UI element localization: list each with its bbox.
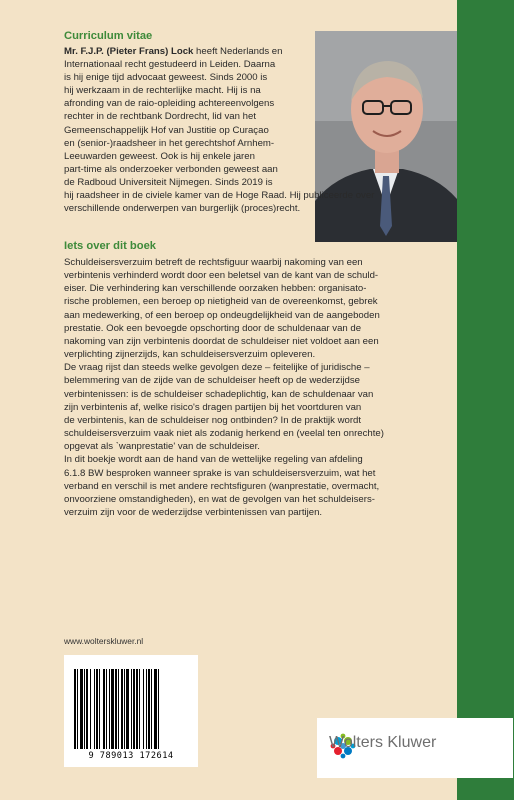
book-line: aan medewerking, of een beroep op ondeugdelijkheid van de aangeboden (64, 309, 380, 321)
book-line: onvoorziene omstandigheden), en wat de gevolgen van het schuldeisers- (64, 493, 375, 505)
cv-line-text: heeft Nederlands en (193, 46, 283, 57)
cv-line: hij werkzaam in de rechterlijke macht. Hij is na (64, 85, 261, 97)
book-heading: Iets over dit boek (64, 240, 157, 252)
book-line: de verbintenis, kan de schuldeiser nog ontbinden? In de praktijk wordt (64, 414, 362, 426)
author-name: Mr. F.J.P. (Pieter Frans) Lock (64, 46, 194, 57)
cv-body (64, 45, 454, 215)
cv-line: rechter in de rechtbank Dordrecht, lid van het (64, 111, 256, 123)
cv-line: en (senior-)raadsheer in het gerechtshof Arnhem- (64, 137, 275, 149)
book-line: verbintenissen: is de schuldeiser schadeplichtig, kan de schuldenaar van (64, 388, 374, 400)
isbn-number: 9 789013 172614 (88, 751, 174, 761)
book-line: rische problemen, een beroep op nietigheid van de overeenkomst, gebrek (64, 296, 378, 308)
cv-section (64, 30, 454, 215)
book-line: opgevat als `wanprestatie' van de schuldeiser. (64, 441, 260, 453)
book-line: verplichting zijnerzijds, kan schuldeisersverzuim opleveren. (64, 349, 316, 361)
cv-heading: Curriculum vitae (64, 30, 153, 42)
book-line: prestatie. Ook een bevoegde opschorting door de schuldenaar van de (64, 322, 362, 334)
cv-line: afronding van de raio-opleiding achtereenvolgens (64, 98, 275, 110)
cv-line: part-time als onderzoeker verbonden geweest aan (64, 163, 278, 175)
book-line: In dit boekje wordt aan de hand van de wettelijke regeling van afdeling (64, 454, 363, 466)
cv-line (64, 45, 454, 58)
book-line: verband en verschil is met andere rechtsfiguren (wanprestatie, overmacht, (64, 480, 380, 492)
book-line: Schuldeisersverzuim betreft de rechtsfiguur waarbij nakoming van een (64, 257, 363, 268)
book-line: verbintenis verhinderd wordt door een beletsel van de kant van de schuld- (64, 270, 379, 282)
barcode-icon (64, 655, 198, 751)
cv-line: Gemeenschappelijk Hof van Justitie op Curaçao (64, 124, 269, 136)
cv-line: Internationaal recht gestudeerd in Leiden. Daarna (64, 59, 276, 71)
book-line: belemmering van de zijde van de schuldeiser heeft op de wederzijdse (64, 375, 360, 387)
book-description (64, 256, 454, 519)
cv-line: Leeuwarden geweest. Ook is hij enkele jaren (64, 150, 255, 162)
book-line: nakoming van zijn verbintenis doordat de schuldeiser niet voldoet aan een (64, 335, 379, 347)
book-line: 6.1.8 BW besproken wanneer sprake is van schuldeisersverzuim, wat het (64, 467, 376, 479)
book-line: verzuim zijn voor de wederzijdse verbintenissen van partijen. (64, 506, 323, 518)
green-side-bar (457, 0, 514, 800)
cv-line: de Radboud Universiteit Nijmegen. Sinds 2019 is (64, 176, 273, 188)
cv-line: hij raadsheer in de civiele kamer van de Hoge Raad. Hij publiceerde over (64, 190, 375, 202)
cv-line: is hij enige tijd advocaat geweest. Sinds 2000 is (64, 72, 268, 84)
book-line: De vraag rijst dan steeds welke gevolgen deze – feitelijke of juridische – (64, 362, 370, 374)
publisher-name: Wolters Kluwer (329, 734, 437, 751)
publisher-website[interactable]: www.wolterskluwer.nl (64, 636, 144, 646)
isbn-barcode (64, 655, 198, 767)
book-line: schuldeisersverzuim vaak niet als zodanig herkend en (veelal ten onrechte) (64, 428, 384, 440)
book-line: eiser. Die verhindering kan verschillende oorzaken hebben: organisato- (64, 283, 367, 295)
book-line: zijn verbintenis af, welke risico's dragen partijen bij het voortduren van (64, 401, 362, 413)
cv-line: verschillende onderwerpen van burgerlijk (proces)recht. (64, 203, 301, 215)
